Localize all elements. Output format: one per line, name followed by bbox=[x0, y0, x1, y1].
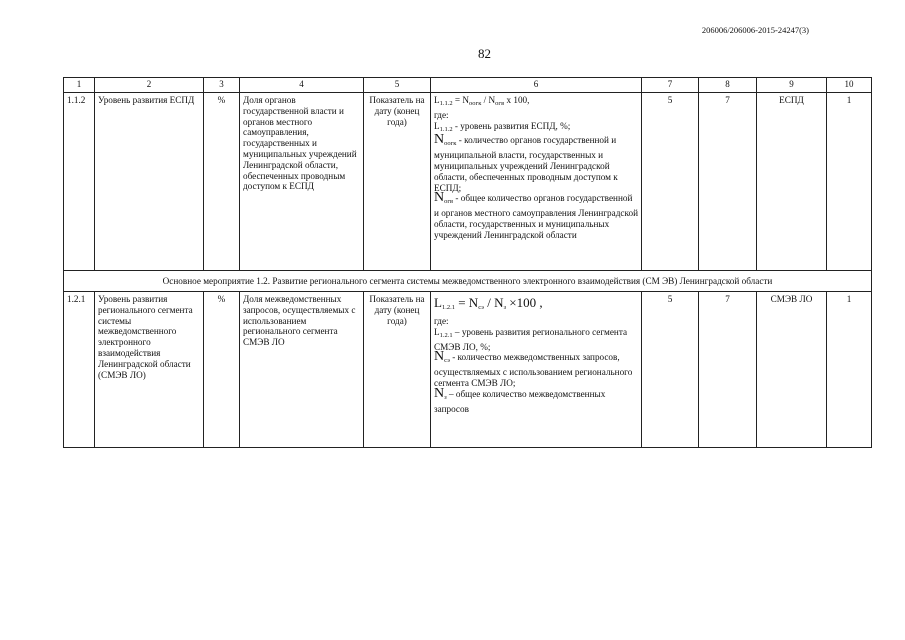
data-source: СМЭВ ЛО bbox=[757, 292, 827, 448]
document-id: 206006/206006-2015-24247(3) bbox=[701, 25, 809, 35]
header-cell: 2 bbox=[95, 78, 204, 93]
formula-cell bbox=[431, 93, 642, 271]
header-cell: 1 bbox=[64, 78, 95, 93]
header-cell: 5 bbox=[364, 78, 431, 93]
section-row bbox=[64, 271, 872, 292]
formula-definition: $L_{1.2.1}$ – уровень развития регионального сегмента СМЭВ ЛО, %; bbox=[434, 326, 628, 352]
indicator-name: Уровень развития регионального сегмента системы межведомственного электронного взаимодействия Ленинградской области (СМЭВ ЛО) bbox=[95, 292, 204, 448]
formula-line: $L_{1.2.1} = N_{сэ} / N_з \times 100$ , bbox=[434, 295, 543, 311]
formula-definition: $N_{оогк}$ - количество органов государственной и муниципальной власти, государственных и муниципальных учреждений Ленинградской области, обеспеченных проводным доступом к ЕСПД; bbox=[434, 132, 618, 193]
formula-definition: $N_{сэ}$ - количество межведомственных запросов, осуществляемых с использованием регионального сегмента СМЭВ ЛО; bbox=[434, 349, 633, 388]
formula-definition: $N_{огв}$ - общее количество органов государственной и органов местного самоуправления Ленинградской области, государственных и муниципальных учреждений Ленинградской области bbox=[434, 190, 638, 240]
unit: % bbox=[204, 93, 240, 271]
formula-definition: $L_{1.1.2}$ - уровень развития ЕСПД, %; bbox=[434, 120, 571, 133]
indicator-type: Показатель на дату (конец года) bbox=[364, 292, 431, 448]
row-code: 1.2.1 bbox=[64, 292, 95, 448]
indicator-definition: Доля органов государственной власти и органов местного самоуправления, государственных и муниципальных учреждений Ленинградской области, обеспеченных проводным доступом к ЕСПД bbox=[240, 93, 364, 271]
header-cell: 3 bbox=[204, 78, 240, 93]
col8-value: 7 bbox=[699, 292, 757, 448]
header-cell: 7 bbox=[642, 78, 699, 93]
formula-definition: $N_з$ – общее количество межведомственных запросов bbox=[434, 385, 606, 414]
indicator-definition: Доля межведомственных запросов, осуществляемых с использованием регионального сегмента СМЭВ ЛО bbox=[240, 292, 364, 448]
header-cell: 8 bbox=[699, 78, 757, 93]
formula-where: где: bbox=[434, 316, 449, 326]
table-row bbox=[64, 93, 872, 271]
indicator-name: Уровень развития ЕСПД bbox=[95, 93, 204, 271]
header-cell: 4 bbox=[240, 78, 364, 93]
header-cell: 6 bbox=[431, 78, 642, 93]
col7-value: 5 bbox=[642, 93, 699, 271]
data-source: ЕСПД bbox=[757, 93, 827, 271]
header-cell: 10 bbox=[827, 78, 872, 93]
header-cell: 9 bbox=[757, 78, 827, 93]
col10-value: 1 bbox=[827, 292, 872, 448]
page-number: 82 bbox=[478, 46, 491, 61]
unit: % bbox=[204, 292, 240, 448]
row-code: 1.1.2 bbox=[64, 93, 95, 271]
formula-line: $L_{1.1.2} = N_{оогк} / N_{огв}$ x 100, bbox=[434, 95, 530, 107]
col10-value: 1 bbox=[827, 93, 872, 271]
section-title: Основное мероприятие 1.2. Развитие регионального сегмента системы межведомственного электронного взаимодействия (СМ ЭВ) Ленинградской области bbox=[64, 271, 872, 292]
header-row bbox=[64, 78, 872, 93]
indicators-table bbox=[63, 77, 872, 448]
table-row bbox=[64, 292, 872, 448]
formula-where: где: bbox=[434, 109, 449, 120]
col7-value: 5 bbox=[642, 292, 699, 448]
formula-cell bbox=[431, 292, 642, 448]
indicator-type: Показатель на дату (конец года) bbox=[364, 93, 431, 271]
col8-value: 7 bbox=[699, 93, 757, 271]
